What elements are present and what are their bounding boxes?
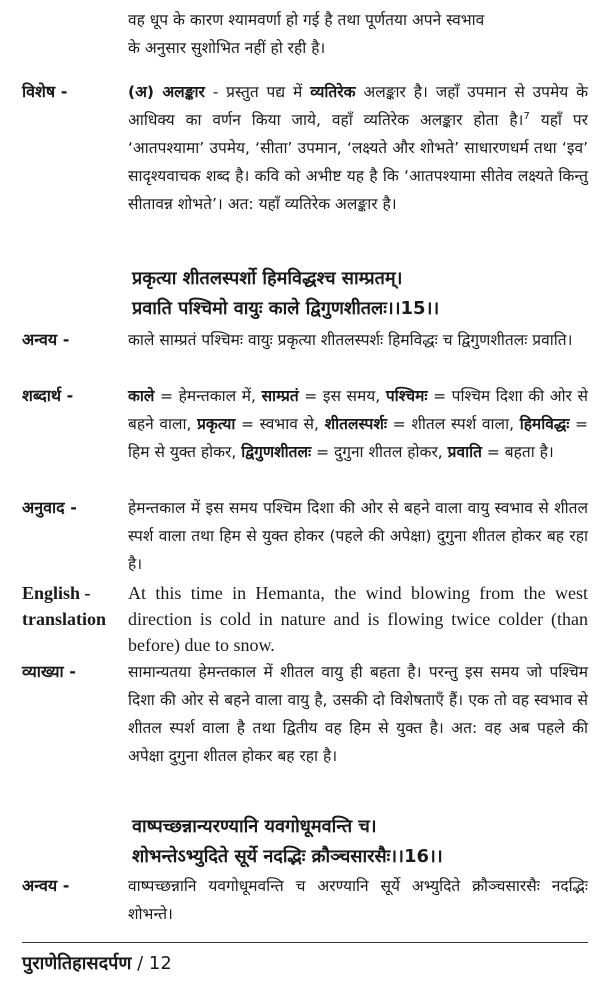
verse-15-line-1: प्रकृत्या शीतलस्पर्शो हिमविद्धश्च साम्प्रतम्। [132, 268, 403, 289]
shabdarth-text: काले = हेमन्तकाल में, साम्प्रतं = इस समय, पश्चिमः = पश्चिम दिशा की ओर से बहने वाला, प्रकृत्या = स्वभाव से, शीतलस्पर्शः = शीतल स्पर्श वाला, हिमविद्धः = हिम से युक्त होकर, द्विगुणशीतलः = दुगुना शीतल होकर, प्रवाति = बहता है। [128, 387, 589, 461]
vishesh-heading: (अ) अलङ्कार [128, 83, 205, 101]
anuvad-text: हेमन्तकाल में इस समय पश्चिम दिशा की ओर से बहने वाला वायु स्वभाव से शीतल स्पर्श वाला तथा हिम से युक्त होकर (पहले की अपेक्षा) दुगुना शीतल होकर बह रहा है। [128, 499, 588, 573]
gloss-word: हिमविद्धः [519, 415, 570, 433]
verse-16 [0, 812, 600, 872]
verse-16-line-1: वाष्पच्छन्नान्यरण्यानि यवगोधूमवन्ति च। [132, 816, 377, 837]
vyakhya-section [22, 658, 588, 770]
intro-line: के अनुसार सुशोभित नहीं हो रही है। [128, 39, 326, 57]
verse-15-line-2: प्रवाति पश्चिमो वायुः काले द्विगुणशीतलः।।15।। [132, 298, 440, 319]
anuvad-section [22, 494, 588, 578]
book-title: पुराणेतिहासदर्पण [22, 953, 132, 974]
vyakhya-label: व्याख्या - [22, 662, 76, 681]
vishesh-text: (अ) अलङ्कार - प्रस्तुत पद्य में व्यतिरेक अलङ्कार है। जहाँ उपमान से उपमेय के आधिक्य का वर्णन किया जाये, वहाँ व्यतिरेक अलङ्कार होता है।$^7$ यहाँ पर ‘आतपश्यामा’ उपमेय, ‘सीता’ उपमान, ‘लक्ष्यते और शोभते’ साधारणधर्म तथा ‘इव’ सादृश्यवाचक शब्द है। कवि को अभीष्ट यह है कि ‘आतपश्यामा सीतेव लक्ष्यते किन्तु सीतावन्न शोभते’। अत: यहाँ व्यतिरेक अलङ्कार है। [128, 83, 588, 213]
english-text: At this time in Hemanta, the wind blowing from the west direction is cold in nature and is flowing twice colder (than before) due to snow. [128, 583, 588, 655]
verse-16-line-2: शोभन्तेऽभ्युदिते सूर्ये नदद्भिः क्रौञ्चसारसैः।।16।। [132, 846, 443, 867]
page-footer [22, 950, 172, 978]
anvaya-label: अन्वय - [22, 330, 70, 349]
vishesh-term: व्यतिरेक [310, 83, 356, 101]
shabdarth-section [22, 382, 588, 466]
gloss-word: प्रवाति [447, 443, 482, 461]
verse-15 [0, 264, 600, 324]
footnote-ref: 7 [523, 110, 530, 122]
anuvad-label: अनुवाद - [22, 498, 77, 517]
english-label: English - translation [22, 583, 107, 629]
gloss-word: प्रकृत्या [197, 415, 236, 433]
shabdarth-label: शब्दार्थ - [22, 386, 74, 405]
vishesh-label: विशेष - [22, 82, 68, 101]
anvaya-label: अन्वय - [22, 876, 70, 895]
footer-separator: / [131, 953, 149, 974]
anvaya-16-section [22, 872, 588, 928]
anvaya-15-section [22, 326, 588, 354]
intro-paragraph [22, 6, 588, 62]
gloss-word: शीतलस्पर्शः [324, 415, 387, 433]
gloss-word: द्विगुणशीतलः [241, 443, 312, 461]
page-number: 12 [148, 953, 172, 974]
vishesh-section [22, 78, 588, 218]
english-section [22, 580, 588, 658]
anvaya-15-text: काले साम्प्रतं पश्चिमः वायुः प्रकृत्या शीतलस्पर्शः हिमविद्धः च द्विगुणशीतलः प्रवाति। [128, 331, 573, 349]
intro-line: वह धूप के कारण श्यामवर्णा हो गई है तथा पूर्णतया अपने स्वभाव [128, 11, 485, 29]
anvaya-16-text: वाष्पच्छन्नानि यवगोधूमवन्ति च अरण्यानि सूर्ये अभ्युदिते क्रौञ्चसारसैः नदद्भिः शोभन्ते। [128, 877, 588, 923]
gloss-word: साम्प्रतं [261, 387, 299, 405]
vyakhya-text: सामान्यतया हेमन्तकाल में शीतल वायु ही बहता है। परन्तु इस समय जो पश्चिम दिशा की ओर से बहने वाला वायु है, उसकी दो विशेषताएँ हैं। एक तो वह स्वभाव से शीतल स्पर्श वाला है तथा द्वितीय वह हिम से युक्त है। अत: वह अब पहले की अपेक्षा दुगुना शीतल होकर बह रहा है। [128, 663, 588, 765]
gloss-word: काले [128, 387, 155, 405]
gloss-word: पश्चिमः [385, 387, 428, 405]
footer-divider [22, 942, 588, 943]
